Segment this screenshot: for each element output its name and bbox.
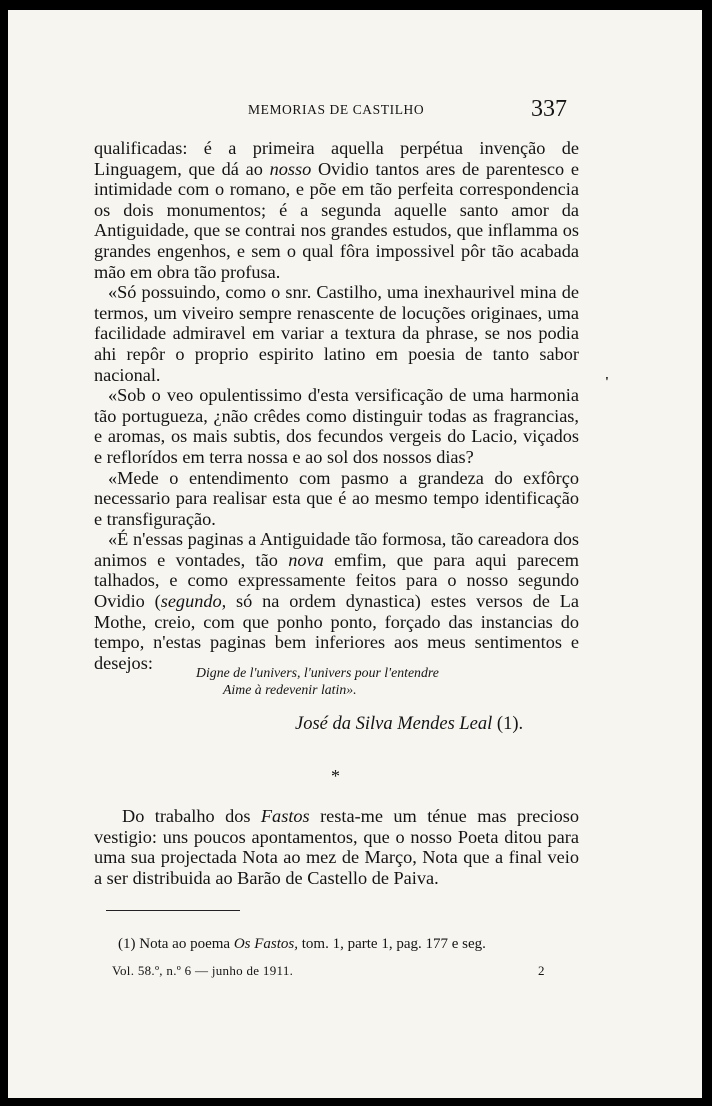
paragraph [94, 282, 579, 385]
italic-text: nosso [269, 158, 312, 179]
text-run: qualificadas: é a primeira aquella perpétua invenção de Linguagem, que dá ao [94, 138, 579, 179]
paragraph [94, 138, 579, 282]
paragraph [94, 468, 579, 530]
section-separator: * [331, 766, 340, 786]
italic-text: segundo, [160, 591, 227, 612]
quoted-verse [196, 664, 516, 698]
footnote [118, 936, 578, 953]
text-run: «Mede o entendimento com pasmo a grandeza do exfôrço necessario para realisar esta que é ao mesmo tempo identificação e transfiguração. [94, 467, 579, 529]
signature-name: José da Silva Mendes Leal [295, 714, 493, 734]
quoted-verse-line-2: Aime à redevenir latin». [223, 682, 357, 697]
volume-info: Vol. 58.º, n.º 6 — junho de 1911. [112, 963, 294, 978]
footnote-reference: (1). [496, 714, 524, 734]
text-run: «É n'essas paginas a Antiguidade tão formosa, tão careadora dos animos e vontades, tão [94, 529, 579, 570]
text-run: «Sob o veo opulentissimo d'esta versificação de uma harmonia tão portugueza, ¿não crêdes como distinguir todas as fragrancias, e aromas, os mais subtis, dos fecundos vergeis do Lacio, viçados e reflorídos em terra nossa e ao sol dos nossos dias? [94, 385, 579, 467]
paragraph [94, 385, 579, 467]
text-run: resta-me um ténue mas precioso vestigio: uns poucos apontamentos, que o nosso Poeta ditou para uma sua projectada Nota ao mez de Março, Nota que a final veio a ser distribuida ao Barão de Castello de Paiva. [94, 806, 579, 888]
text-run: «Só possuindo, como o snr. Castilho, uma inexhaurivel mina de termos, um viveiro sempre renascente de locuções originaes, uma facilidade admiravel em variar a textura da phrase, se nos podia ahi repôr o proprio espirito latino em poesia de tanto sabor nacional. [94, 282, 579, 385]
footnote-text-after: tom. 1, parte 1, pag. 177 e seg. [298, 936, 486, 952]
section-two-text [94, 806, 579, 888]
text-run: emfim, que para aqui parecem talhados, e como expressamente feitos para o nosso segundo Ovidio ( [94, 549, 580, 612]
paragraph [94, 529, 579, 673]
quoted-verse-line-1: Digne de l'univers, l'univers pour l'entendre [196, 665, 439, 680]
italic-text: nova [288, 549, 324, 570]
footnote-title: Os Fastos, [233, 936, 298, 952]
text-run: Ovidio tantos ares de parentesco e intimidade com o romano, e põe em tão perfeita correspondencia os dois monumentos; é a segunda aquelle santo amor da Antiguidade, que se contrai nos grandes estudos, que inflamma os grandes engenhos, e sem o qual fôra impossivel pôr tão acabada mão em obra tão profusa. [94, 158, 579, 282]
running-title: MEMORIAS DE CASTILHO [248, 102, 425, 117]
page-number: 337 [531, 96, 567, 122]
body-text [94, 138, 579, 673]
footnote-text-before: Nota ao poema [139, 936, 234, 952]
page-header [8, 96, 702, 126]
text-run: só na ordem dynastica) estes versos de La Mothe, creio, com que ponho ponto, forçado das instancias do tempo, n'estas paginas bem inferiores aos meus sentimentos e desejos: [94, 591, 579, 673]
book-page [8, 10, 702, 1098]
signature [295, 714, 523, 735]
footnote-rule [106, 910, 240, 911]
signature-mark: 2 [538, 963, 545, 978]
footnote-marker: (1) [118, 936, 136, 952]
italic-text: Fastos [260, 806, 310, 826]
margin-mark: ' [605, 375, 609, 390]
text-run: Do trabalho dos [122, 806, 261, 826]
page-footer [112, 963, 552, 983]
paragraph [94, 806, 579, 888]
